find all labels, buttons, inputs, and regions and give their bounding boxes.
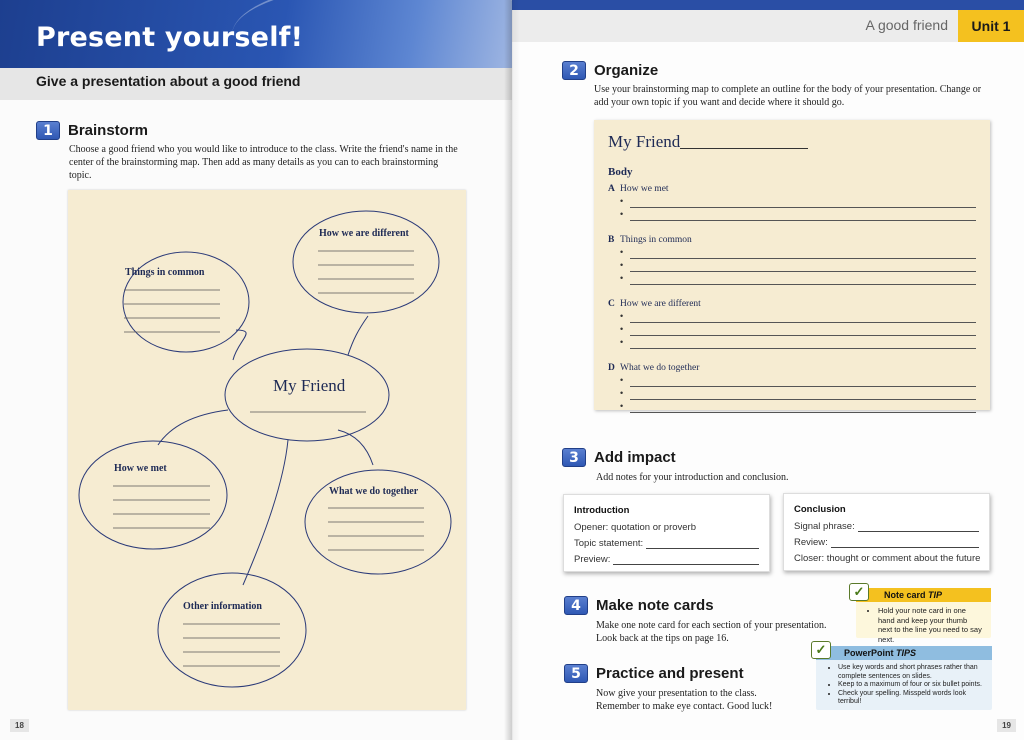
section-add-impact-heading: [562, 448, 676, 467]
section-title: Brainstorm: [68, 122, 149, 139]
note-cards-instructions: Make one note card for each section of your presentation. Look back at the tips on page 16.: [596, 620, 827, 644]
outline-section-d: D What we do together: [608, 363, 700, 373]
signal-row[interactable]: Signal phrase:: [794, 521, 979, 532]
opener-row: Opener: quotation or proverb: [574, 522, 696, 533]
section-title: Practice and present: [596, 665, 744, 682]
tip-item: • Hold your note card in one hand and keep your thumb next to the line you need to say next.: [878, 606, 983, 644]
conclusion-title: Conclusion: [794, 504, 846, 515]
bubble-met: [79, 441, 227, 549]
introduction-box: [563, 494, 770, 572]
section-number-badge: 4: [564, 596, 588, 615]
running-head: A good friend: [865, 17, 948, 33]
review-row[interactable]: Review:: [794, 537, 979, 548]
outline-card: [594, 120, 990, 410]
powerpoint-tips-list: [816, 660, 992, 711]
name-blank-line[interactable]: [680, 148, 808, 149]
page-number-right: 19: [997, 719, 1016, 732]
section-title: Add impact: [594, 449, 676, 466]
outline-bullet-line[interactable]: [620, 328, 976, 336]
page-number-left: 18: [10, 719, 29, 732]
outline-section-c: C How we are different: [608, 299, 701, 309]
page-title: Present yourself!: [36, 22, 304, 53]
introduction-title: Introduction: [574, 505, 630, 516]
conclusion-box: [783, 493, 990, 571]
top-stripe: [512, 0, 1024, 10]
brainstorm-map: [68, 190, 466, 710]
note-card-tip-list: [856, 602, 991, 648]
section-number-badge: 5: [564, 664, 588, 683]
practice-instructions: Now give your presentation to the class. Remember to make eye contact. Good luck!: [596, 688, 773, 712]
tip-item: • Use key words and short phrases rather than complete sentences on slides.: [838, 664, 984, 681]
outline-bullet-line[interactable]: [620, 200, 976, 208]
outline-bullet-line[interactable]: [620, 213, 976, 221]
closer-row: Closer: thought or comment about the future: [794, 553, 981, 564]
note-card-tip-title: Note card TIP: [856, 588, 991, 602]
bubble-different: [293, 211, 439, 313]
outline-body-label: Body: [608, 166, 633, 178]
checkmark-icon: ✓: [811, 641, 831, 659]
outline-bullet-line[interactable]: [620, 341, 976, 349]
outline-bullet-line[interactable]: [620, 251, 976, 259]
page-subtitle: Give a presentation about a good friend: [36, 73, 301, 89]
add-impact-instructions: Add notes for your introduction and conclusion.: [596, 472, 789, 483]
outline-section-a: A How we met: [608, 184, 669, 194]
topic-row[interactable]: Topic statement:: [574, 538, 759, 549]
organize-instructions: Use your brainstorming map to complete an outline for the body of your presentation. Change or add your own topic if you want and decide where it should go.: [594, 84, 982, 108]
outline-bullet-line[interactable]: [620, 405, 976, 413]
section-organize-heading: [562, 61, 658, 80]
section-number-badge: 1: [36, 121, 60, 140]
brainstorm-instructions: Choose a good friend who you would like to introduce to the class. Write the friend's name in the center of the brainstorming map. Then add as many details as you can to each brainstorming topic.: [69, 144, 458, 181]
bubble-label-different: How we are different: [319, 228, 409, 239]
preview-row[interactable]: Preview:: [574, 554, 759, 565]
book-gutter: [504, 0, 520, 740]
outline-bullet-line[interactable]: [620, 277, 976, 285]
powerpoint-tips-title: PowerPoint TIPS: [816, 646, 992, 660]
bubble-label-met: How we met: [114, 463, 167, 474]
section-brainstorm-heading: [36, 121, 148, 140]
tip-item: • Keep to a maximum of four or six bullet points.: [838, 681, 984, 690]
section-note-cards-heading: [564, 596, 714, 615]
section-number-badge: 3: [562, 448, 586, 467]
outline-bullet-line[interactable]: [620, 264, 976, 272]
center-label: My Friend: [273, 376, 346, 395]
section-title: Organize: [594, 62, 659, 79]
outline-section-b: B Things in common: [608, 235, 692, 245]
section-title: Make note cards: [596, 597, 714, 614]
note-card-tip: [856, 588, 991, 644]
outline-bullet-line[interactable]: [620, 379, 976, 387]
section-practice-heading: [564, 664, 744, 683]
outline-bullet-line[interactable]: [620, 392, 976, 400]
section-number-badge: 2: [562, 61, 586, 80]
checkmark-icon: ✓: [849, 583, 869, 601]
bubble-label-common: Things in common: [125, 267, 205, 278]
bubble-label-other: Other information: [183, 601, 262, 612]
powerpoint-tips: [816, 646, 992, 710]
tip-item: • Check your spelling. Misspeld words look terribul!: [838, 690, 984, 707]
outline-bullet-line[interactable]: [620, 315, 976, 323]
unit-tab: Unit 1: [958, 10, 1024, 42]
outline-title: My Friend: [608, 132, 681, 151]
bubble-label-together: What we do together: [329, 486, 419, 497]
bubble-other: [158, 573, 306, 687]
